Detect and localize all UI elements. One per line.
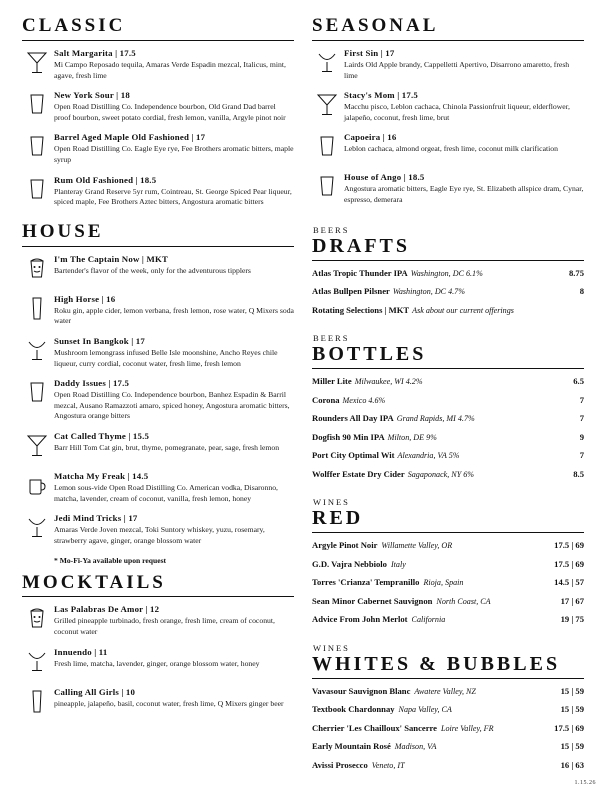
beer-name: Corona <box>312 394 340 405</box>
item-name: Las Palabras De Amor | 12 <box>54 604 160 615</box>
beer-price: 9 <box>579 431 584 442</box>
section-kicker-wines: WINES <box>313 497 350 508</box>
menu-item <box>22 336 294 369</box>
wine-note: California <box>411 615 446 625</box>
section-title-classic: CLASSIC <box>22 15 126 36</box>
item-name: New York Sour | 18 <box>54 90 130 101</box>
section-house <box>22 222 294 565</box>
section-title-house: HOUSE <box>22 220 104 242</box>
menu-item <box>312 48 584 81</box>
rocks-glass-icon <box>312 173 342 203</box>
list-item <box>312 686 584 698</box>
divider <box>312 260 584 261</box>
item-name: Daddy Issues | 17.5 <box>54 378 130 389</box>
wine-name: Sean Minor Cabernet Sauvignon <box>312 595 433 606</box>
wine-price: 17.5 | 69 <box>554 722 584 733</box>
section-title-mocktails: MOCKTAILS <box>22 571 166 593</box>
rocks-glass-icon <box>312 133 342 163</box>
rocks-glass-icon <box>22 133 52 163</box>
menu-item <box>312 90 584 123</box>
beer-name: Miller Lite <box>312 376 352 387</box>
item-name: Capoeira | 16 <box>344 132 397 143</box>
wine-name: G.D. Vajra Nebbiolo <box>312 558 387 569</box>
list-item <box>312 741 584 753</box>
beer-note: Sagaponack, NY 6% <box>407 469 475 479</box>
wine-price: 19 | 75 <box>560 614 584 625</box>
beer-price: 8 <box>579 286 584 297</box>
item-description: Amaras Verde Joven mezcal, Toki Suntory whiskey, yuzu, rosemary, strawberry agave, ginger, orange blossom water <box>54 525 265 545</box>
item-name: Jedi Mind Tricks | 17 <box>54 513 138 524</box>
wine-price: 16 | 63 <box>560 759 584 770</box>
wine-price: 15 | 59 <box>560 685 584 696</box>
item-name: Cat Called Thyme | 15.5 <box>54 431 150 442</box>
list-item <box>312 559 584 571</box>
item-description: Barr Hill Tom Cat gin, brut, thyme, pomegranate, pear, sage, fresh lemon <box>54 443 280 453</box>
wine-note: Loire Valley, FR <box>441 723 494 733</box>
item-description: Open Road Distilling Co. Independence bourbon, Banhez Espadin & Barril mezcal, Ausano Ramazzoti amaro, spiced honey, Angostura aromatic bitters, Angostura orange bitters <box>54 390 290 421</box>
item-name: Calling All Girls | 10 <box>54 686 136 697</box>
rocks-glass-icon <box>22 379 52 409</box>
wine-price: 17.5 | 69 <box>554 540 584 551</box>
beer-note: Washington, DC 6.1% <box>410 268 483 278</box>
item-description: pineapple, jalapeño, basil, coconut water, fresh lime, Q Mixers ginger beer <box>54 698 284 708</box>
wine-price: 15 | 59 <box>560 741 584 752</box>
item-name: House of Ango | 18.5 <box>344 172 425 183</box>
section-title-whites: WHITES & BUBBLES <box>312 652 561 675</box>
wine-name: Vavasour Sauvignon Blanc <box>312 685 411 696</box>
wine-name: Argyle Pinot Noir <box>312 540 378 551</box>
list-item <box>312 577 584 589</box>
section-whites-bubbles <box>312 643 584 772</box>
beer-note: Milwaukee, WI 4.2% <box>354 377 423 387</box>
list-item <box>312 614 584 626</box>
menu-item <box>22 687 294 718</box>
item-description: Fresh lime, matcha, lavender, ginger, orange blossom water, honey <box>54 658 260 668</box>
section-bottles <box>312 333 584 480</box>
mug-icon <box>22 472 52 502</box>
wine-price: 15 | 59 <box>560 704 584 715</box>
beer-price: 7 <box>579 413 584 424</box>
beer-name: Atlas Tropic Thunder IPA <box>312 267 408 278</box>
wine-note: Napa Valley, CA <box>398 705 452 715</box>
wine-name: Avissi Prosecco <box>312 759 368 770</box>
list-item <box>312 432 584 444</box>
menu-item <box>22 471 294 504</box>
beer-name: Rotating Selections | MKT <box>312 304 410 315</box>
wine-name: Advice From John Merlot <box>312 614 408 625</box>
wine-name: Cherrier 'Les Chailloux' Sancerre <box>312 722 437 733</box>
item-description: Lemon sous-vide Open Road Distilling Co. American vodka, Disaronno, matcha, lavender, cream of coconut, vanilla, fresh lemon, honey <box>54 483 278 503</box>
item-description: Roku gin, apple cider, lemon verbana, fresh lemon, rose water, Q Mixers soda water <box>54 305 294 326</box>
house-note: * Mo-Fi-Ya available upon request <box>54 555 167 565</box>
item-name: High Horse | 16 <box>54 293 116 304</box>
coupe-glass-icon <box>22 49 52 79</box>
tiki-mug-icon <box>22 255 52 285</box>
beer-name: Rounders All Day IPA <box>312 413 394 424</box>
item-description: Mushroom lemongrass infused Belle Isle moonshine, Ancho Reyes chile liqueur, curry cordial, coconut water, fresh lime, fresh lemon <box>54 347 278 368</box>
item-description: Leblon cachaca, almond orgeat, fresh lime, coconut milk clarification <box>344 144 558 154</box>
beer-price: 8.75 <box>568 267 584 278</box>
section-seasonal <box>312 16 584 206</box>
list-item <box>312 268 584 280</box>
item-description: Angostura aromatic bitters, Eagle Eye rye, St. Elizabeth allspice dram, Cynar, espresso, demerara <box>344 184 584 204</box>
item-name: I'm The Captain Now | MKT <box>54 253 169 264</box>
item-description: Open Road Distilling Co. Eagle Eye rye, Fee Brothers aromatic bitters, maple syrup <box>54 144 294 164</box>
list-item <box>312 596 584 608</box>
beer-price: 6.5 <box>573 376 584 387</box>
item-name: Innuendo | 11 <box>54 646 108 657</box>
beer-note: Ask about our current offerings <box>412 305 514 315</box>
item-name: Rum Old Fashioned | 18.5 <box>54 174 157 185</box>
section-title-drafts: DRAFTS <box>312 234 411 257</box>
menu-item <box>22 90 294 123</box>
item-description: Planteray Grand Reserve 5yr rum, Cointreau, St. George Spiced Pear liqueur, spiced maple, Fee Brothers Aztec bitters, Angostura aromatic bitters <box>54 186 292 207</box>
coupe-glass-icon <box>312 91 342 121</box>
item-description: Open Road Distilling Co. Independence bourbon, Old Grand Dad barrel proof bourbon, sweet potato cordial, fresh lemon, vanilla, Argyle pinot noir <box>54 102 286 122</box>
section-mocktails <box>22 573 294 718</box>
menu-version-code: 1.15.26 <box>574 780 596 786</box>
list-item <box>312 305 584 317</box>
item-description: Grilled pineapple turbinado, fresh orange, fresh lime, cream of coconut, coconut water <box>54 616 275 637</box>
beer-note: Alexandria, VA 5% <box>397 451 460 461</box>
menu-item <box>22 604 294 637</box>
section-title-bottles: BOTTLES <box>312 343 427 366</box>
rocks-glass-icon <box>22 176 52 206</box>
menu-item <box>312 132 584 163</box>
menu-item <box>22 132 294 165</box>
divider <box>312 678 584 679</box>
item-description: Bartender's flavor of the week, only for the adventurous tipplers <box>54 265 251 275</box>
menu-item <box>312 172 584 205</box>
wine-note: Veneto, IT <box>371 760 405 770</box>
menu-item <box>22 175 294 208</box>
list-item <box>312 723 584 735</box>
menu-item <box>22 431 294 462</box>
section-title-seasonal: SEASONAL <box>312 15 439 36</box>
section-kicker-beers: BEERS <box>313 224 350 235</box>
list-item <box>312 376 584 388</box>
list-item <box>312 450 584 462</box>
beer-note: Mexico 4.6% <box>342 395 386 405</box>
divider <box>22 596 294 597</box>
section-red-wines <box>312 497 584 626</box>
menu-item <box>22 294 294 327</box>
coupe-glass-icon <box>22 648 52 678</box>
wine-note: Awatere Valley, NZ <box>414 686 476 696</box>
item-description: Lairds Old Apple brandy, Cappelletti Apertivo, Disarrono amaretto, fresh lime <box>344 59 570 80</box>
item-name: First Sin | 17 <box>344 47 395 58</box>
coupe-glass-icon <box>312 49 342 79</box>
list-item <box>312 760 584 772</box>
rocks-glass-icon <box>22 91 52 121</box>
menu-item <box>22 647 294 678</box>
wine-name: Torres 'Crianza' Tempranillo <box>312 577 420 588</box>
divider <box>312 532 584 533</box>
coupe-glass-icon <box>22 337 52 367</box>
list-item <box>312 704 584 716</box>
divider <box>22 40 294 41</box>
highball-glass-icon <box>22 295 52 325</box>
wine-note: Italy <box>390 559 406 569</box>
item-description: Mi Campo Reposado tequila, Amaras Verde Espadin mezcal, Italicus, mint, agave, fresh lime <box>54 59 286 80</box>
divider <box>22 246 294 247</box>
divider <box>312 368 584 369</box>
wine-price: 14.5 | 57 <box>554 577 584 588</box>
left-column <box>22 16 294 782</box>
divider <box>312 40 584 41</box>
menu-item <box>22 513 294 546</box>
beer-note: Grand Rapids, MI 4.7% <box>396 414 475 424</box>
beer-name: Port City Optimal Wit <box>312 450 395 461</box>
wine-note: Rioja, Spain <box>423 578 464 588</box>
wine-name: Textbook Chardonnay <box>312 704 395 715</box>
list-item <box>312 413 584 425</box>
list-item <box>312 286 584 298</box>
section-kicker-beers: BEERS <box>313 333 350 344</box>
menu-item <box>22 48 294 81</box>
item-name: Matcha My Freak | 14.5 <box>54 471 149 482</box>
menu-item <box>22 378 294 422</box>
list-item <box>312 395 584 407</box>
wine-price: 17 | 67 <box>560 595 584 606</box>
beer-name: Dogfish 90 Min IPA <box>312 431 385 442</box>
beer-price: 7 <box>579 450 584 461</box>
beer-name: Wolffer Estate Dry Cider <box>312 468 405 479</box>
right-column <box>312 16 584 782</box>
item-name: Sunset In Bangkok | 17 <box>54 335 145 346</box>
section-kicker-wines: WINES <box>313 642 350 653</box>
wine-note: Madison, VA <box>394 742 437 752</box>
list-item <box>312 469 584 481</box>
wine-note: Willamette Valley, OR <box>381 541 453 551</box>
list-item <box>312 540 584 552</box>
beer-note: Milton, DE 9% <box>387 432 437 442</box>
wine-note: North Coast, CA <box>436 596 491 606</box>
item-name: Stacy's Mom | 17.5 <box>344 90 418 101</box>
wine-price: 17.5 | 69 <box>554 558 584 569</box>
beer-price: 7 <box>579 394 584 405</box>
beer-note: Washington, DC 4.7% <box>392 287 465 297</box>
menu-item <box>22 254 294 285</box>
martini-glass-icon <box>22 432 52 462</box>
tiki-mug-icon <box>22 605 52 635</box>
item-name: Salt Margarita | 17.5 <box>54 47 136 58</box>
beer-name: Atlas Bullpen Pilsner <box>312 286 390 297</box>
section-classic <box>22 16 294 208</box>
section-title-red: RED <box>312 507 364 530</box>
coupe-glass-icon <box>22 514 52 544</box>
item-description: Macchu pisco, Leblon cachaca, Chinola Passionfruit liqueur, elderflower, jalapeño, coconut, fresh lime, brut <box>344 102 570 122</box>
section-drafts <box>312 225 584 317</box>
beer-price: 8.5 <box>573 468 584 479</box>
highball-glass-icon <box>22 688 52 718</box>
item-name: Barrel Aged Maple Old Fashioned | 17 <box>54 132 206 143</box>
wine-name: Early Mountain Rosé <box>312 741 391 752</box>
